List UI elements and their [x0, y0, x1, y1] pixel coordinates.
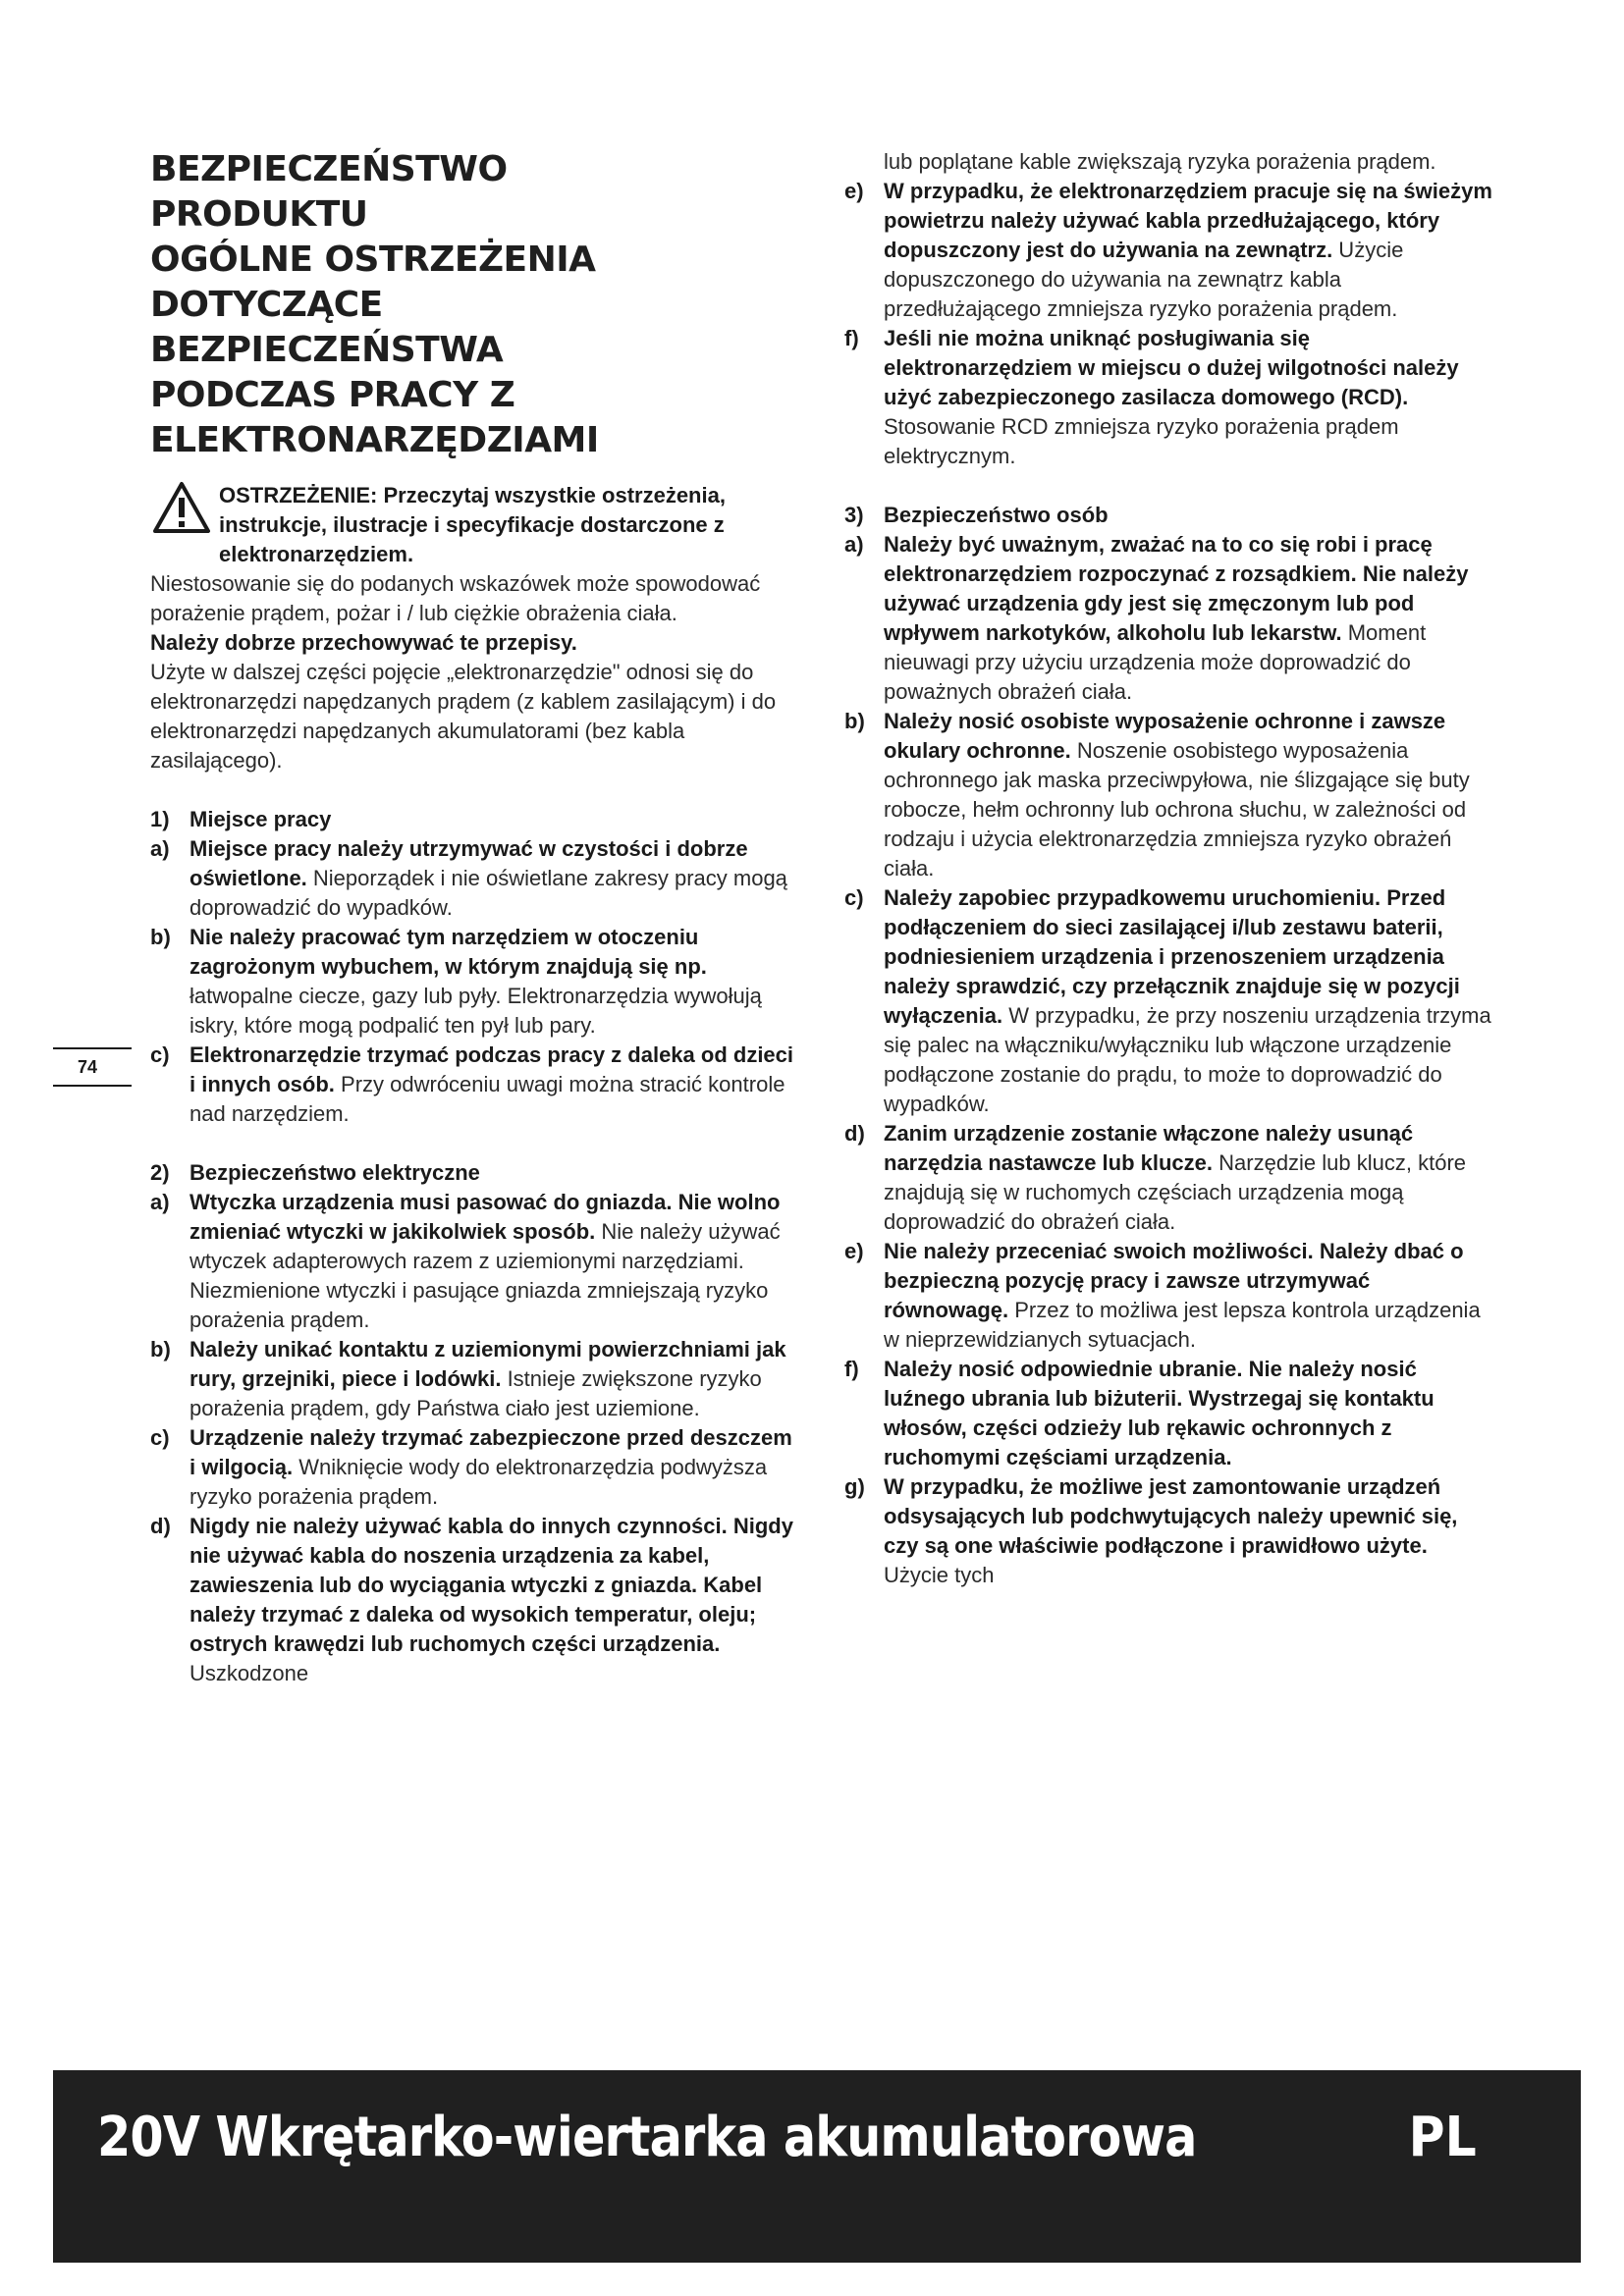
- list-item: e) Nie należy przeceniać swoich możliwości. Należy dbać o bezpieczną pozycję pracy i zawsze utrzymywać równowagę. Przez to możliwa jest lepsza kontrola urządzenia w nieprzewidzianych sytuacjach.: [844, 1239, 1481, 1352]
- list-item: g) W przypadku, że możliwe jest zamontowanie urządzeń odsysających lub podchwytujących należy upewnić się, czy są one właściwie podłączone i prawidłowo użyte. Użycie tych: [844, 1474, 1458, 1587]
- list-item: b) Należy nosić osobiste wyposażenie ochronne i zawsze okulary ochronne. Noszenie osobistego wyposażenia ochronnego jak maska przeciwpyłowa, nie ślizgające się buty robocze, hełm ochronny lub ochrona słuchu, w zależności od rodzaju i użycia elektronarzędzia zmniejsza ryzyko obrażeń ciała.: [844, 709, 1470, 881]
- right-column: [844, 147, 1492, 1590]
- section-electrical-title: 2) Bezpieczeństwo elektryczne: [150, 1160, 480, 1185]
- list-item: c) Należy zapobiec przypadkowemu uruchomieniu. Przed podłączeniem do sieci zasilającej i/lub zestawu baterii, podniesieniem urządzenia i przenoszeniem urządzenia należy sprawdzić, czy przełącznik znajduje się w pozycji wyłączenia. W przypadku, że przy noszeniu urządzenia trzyma się palec na włączniku/wyłączniku lub włączone urządzenie podłączone zostanie do prądu, to może to doprowadzić do wypadków.: [844, 885, 1491, 1116]
- title-line: ELEKTRONARZĘDZIAMI: [150, 420, 599, 460]
- left-column: [150, 147, 798, 1688]
- page-number: 74: [77, 1057, 98, 1077]
- footer-product-title: 20V Wkrętarko-wiertarka akumulatorowa: [97, 2106, 1197, 2169]
- title-line: OGÓLNE OSTRZEŻENIA: [150, 240, 596, 280]
- list-item: f) Należy nosić odpowiednie ubranie. Nie należy nosić luźnego ubrania lub biżuterii. Wystrzegaj się kontaktu włosów, części odzieży lub rękawic ochronnych z ruchomymi częściami urządzenia.: [844, 1357, 1435, 1469]
- list-item: b) Nie należy pracować tym narzędziem w otoczeniu zagrożonym wybuchem, w którym znajdują się np. łatwopalne ciecze, gazy lub pyły. Elektronarzędzia wywołują iskry, które mogą podpalić ten pył lub pary.: [150, 925, 762, 1038]
- warning-heading: [150, 481, 798, 569]
- title-line: PRODUKTU: [150, 194, 368, 235]
- footer-language-code: PL: [1408, 2106, 1477, 2169]
- continued-text: lub poplątane kable zwiększają ryzyka porażenia prądem.: [884, 149, 1436, 174]
- list-item: c) Elektronarzędzie trzymać podczas pracy z daleka od dzieci i innych osób. Przy odwróceniu uwagi można stracić kontrole nad narzędziem.: [150, 1042, 794, 1126]
- section-personal-safety-title: 3) Bezpieczeństwo osób: [844, 503, 1109, 527]
- list-item: d) Zanim urządzenie zostanie włączone należy usunąć narzędzia nastawcze lub klucze. Narzędzie lub klucz, które znajdują się w ruchomych częściach urządzenia mogą doprowadzić do obrażeń ciała.: [844, 1121, 1467, 1234]
- list-item: f) Jeśli nie można uniknąć posługiwania się elektronarzędziem w miejscu o dużej wilgotności należy użyć zabezpieczonego zasilacza domowego (RCD). Stosowanie RCD zmniejsza ryzyko porażenia prądem elektrycznym.: [844, 326, 1459, 468]
- list-item: c) Urządzenie należy trzymać zabezpieczone przed deszczem i wilgocią. Wniknięcie wody do elektronarzędzia podwyższa ryzyko porażenia prądem.: [150, 1425, 792, 1509]
- title-line: DOTYCZĄCE: [150, 285, 383, 325]
- warning-triangle-icon: [152, 481, 211, 534]
- warning-text: Niestosowanie się do podanych wskazówek może spowodować porażenie prądem, pożar i / lub ciężkie obrażenia ciała.: [150, 571, 761, 625]
- title-line: BEZPIECZEŃSTWO: [150, 149, 508, 189]
- title-line: PODCZAS PRACY Z: [150, 375, 515, 415]
- page-number-marker: [53, 1047, 132, 1087]
- definition-text: Użyte w dalszej części pojęcie „elektronarzędzie" odnosi się do elektronarzędzi napędzanych prądem (z kablem zasilającym) i do elektronarzędzi napędzanych akumulatorami (bez kabla zasilającego).: [150, 660, 777, 773]
- list-item: b) Należy unikać kontaktu z uziemionymi powierzchniami jak rury, grzejniki, piece i lodówki. Istnieje zwiększone ryzyko porażenia prądem, gdy Państwa ciało jest uziemione.: [150, 1337, 786, 1420]
- warning-title: OSTRZEŻENIE: Przeczytaj wszystkie ostrzeżenia, instrukcje, ilustracje i specyfikacje dostarczone z elektronarzędziem.: [219, 483, 726, 566]
- warning-block: [150, 481, 798, 775]
- keep-instructions-note: Należy dobrze przechowywać te przepisy.: [150, 630, 577, 655]
- section-work-area-title: 1) Miejsce pracy: [150, 807, 332, 831]
- page-title: [150, 147, 798, 463]
- list-item: a) Miejsce pracy należy utrzymywać w czystości i dobrze oświetlone. Nieporządek i nie oświetlane zakresy pracy mogą doprowadzić do wypadków.: [150, 836, 787, 920]
- list-item: d) Nigdy nie należy używać kabla do innych czynności. Nigdy nie używać kabla do noszenia urządzenia za kabel, zawieszenia lub do wyciągania wtyczki z gniazda. Kabel należy trzymać z daleka od wysokich temperatur, oleju; ostrych krawędzi lub ruchomych części urządzenia. Uszkodzone: [150, 1514, 793, 1685]
- list-item: a) Wtyczka urządzenia musi pasować do gniazda. Nie wolno zmieniać wtyczki w jakikolwiek sposób. Nie należy używać wtyczek adapterowych razem z uziemionymi narzędziami. Niezmienione wtyczki i pasujące gniazda zmniejszają ryzyko porażenia prądem.: [150, 1190, 781, 1332]
- divider: [53, 1085, 132, 1087]
- list-item: e) W przypadku, że elektronarzędziem pracuje się na świeżym powietrzu należy używać kabla przedłużającego, który dopuszczony jest do używania na zewnątrz. Użycie dopuszczonego do używania na zewnątrz kabla przedłużającego zmniejsza ryzyko porażenia prądem.: [844, 179, 1492, 321]
- title-line: BEZPIECZEŃSTWA: [150, 330, 504, 370]
- list-item: a) Należy być uważnym, zważać na to co się robi i pracę elektronarzędziem rozpoczynać z rozsądkiem. Nie należy używać urządzenia gdy jest się zmęczonym lub pod wpływem narkotyków, alkoholu lub lekarstw. Moment nieuwagi przy użyciu urządzenia może doprowadzić do poważnych obrażeń ciała.: [844, 532, 1469, 704]
